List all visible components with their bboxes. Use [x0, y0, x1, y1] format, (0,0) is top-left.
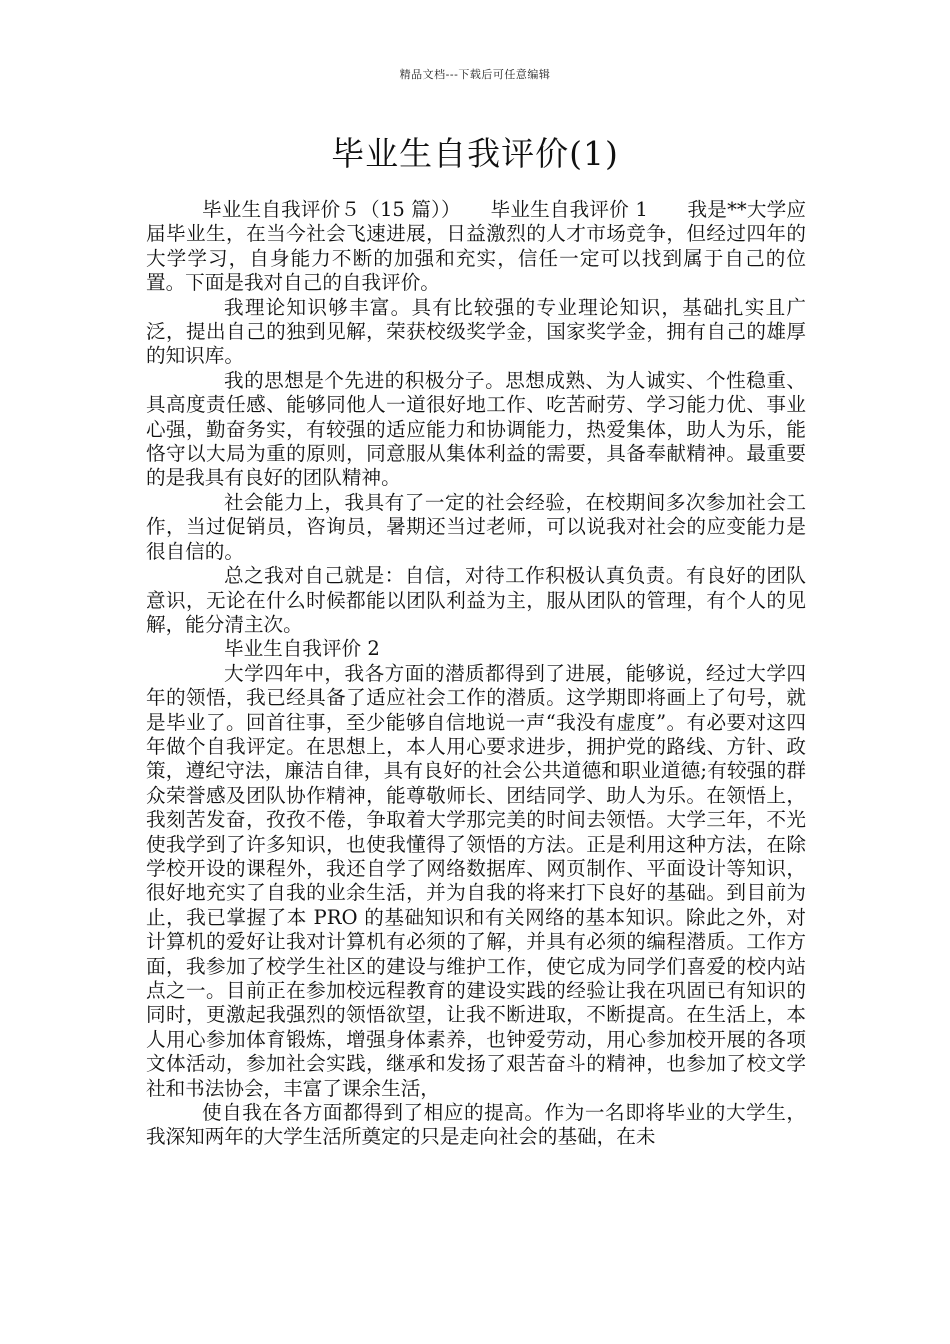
- paragraph: 毕业生自我评价５（15 篇）） 毕业生自我评价 1 我是**大学应届毕业生，在当今社会飞速进展，日益激烈的人才市场竞争，但经过四年的大学学习，自身能力不断的加强和充实，信任一定可以找到属于自己的位置。下面是我对自己的自我评价。: [146, 198, 806, 295]
- document-title: 毕业生自我评价(1): [331, 134, 619, 173]
- paragraph: 总之我对自己就是：自信，对待工作积极认真负责。有良好的团队意识，无论在什么时候都能以团队利益为主，服从团队的管理，有个人的见解，能分清主次。: [146, 564, 806, 636]
- page-header-note: 精品文档---下载后可任意编辑: [399, 68, 551, 81]
- paragraph: 我的思想是个先进的积极分子。思想成熟、为人诚实、个性稳重、具高度责任感、能够同他人一道很好地工作、吃苦耐劳、学习能力优、事业心强，勤奋务实，有较强的适应能力和协调能力，热爱集体，助人为乐，能恪守以大局为重的原则，同意服从集体利益的需要，具备奉献精神。最重要的是我具有良好的团队精神。: [146, 368, 806, 490]
- paragraph: 大学四年中，我各方面的潜质都得到了进展，能够说，经过大学四年的领悟，我已经具备了适应社会工作的潜质。这学期即将画上了句号，就是毕业了。回首往事，至少能够自信地说一声“我没有虚度”。有必要对这四年做个自我评定。在思想上，本人用心要求进步，拥护党的路线、方针、政策，遵纪守法，廉洁自律，具有良好的社会公共道德和职业道德;有较强的群众荣誉感及团队协作精神，能尊敬师长、团结同学、助人为乐。在领悟上，我刻苦发奋，孜孜不倦，争取着大学那完美的时间去领悟。大学三年，不光使我学到了许多知识，也使我懂得了领悟的方法。正是利用这种方法，在除学校开设的课程外，我还自学了网络数据库、网页制作、平面设计等知识，很好地充实了自我的业余生活，并为自我的将来打下良好的基础。到目前为止，我已掌握了本 PRO 的基础知识和有关网络的基本知识。除此之外，对计算机的爱好让我对计算机有必须的了解，并具有必须的编程潜质。工作方面，我参加了校学生社区的建设与维护工作，使它成为同学们喜爱的校内站点之一。目前正在参加校远程教育的建设实践的经验让我在巩固已有知识的同时，更激起我强烈的领悟欲望，让我不断进取，不断提高。在生活上，本人用心参加体育锻炼，增强身体素养，也钟爱劳动，用心参加校开展的各项文体活动，参加社会实践，继承和发扬了艰苦奋斗的精神，也参加了校文学社和书法协会，丰富了课余生活，: [146, 661, 806, 1100]
- paragraph: 使自我在各方面都得到了相应的提高。作为一名即将毕业的大学生，我深知两年的大学生活所奠定的只是走向社会的基础，在未: [146, 1101, 806, 1149]
- section-heading: 毕业生自我评价 2: [224, 637, 380, 661]
- document-body: [146, 198, 806, 1150]
- paragraph: 我理论知识够丰富。具有比较强的专业理论知识，基础扎实且广泛，提出自己的独到见解，荣获校级奖学金，国家奖学金，拥有自己的雄厚的知识库。: [146, 295, 806, 368]
- paragraph: 社会能力上，我具有了一定的社会经验，在校期间多次参加社会工作，当过促销员，咨询员，暑期还当过老师，可以说我对社会的应变能力是很自信的。: [146, 490, 806, 563]
